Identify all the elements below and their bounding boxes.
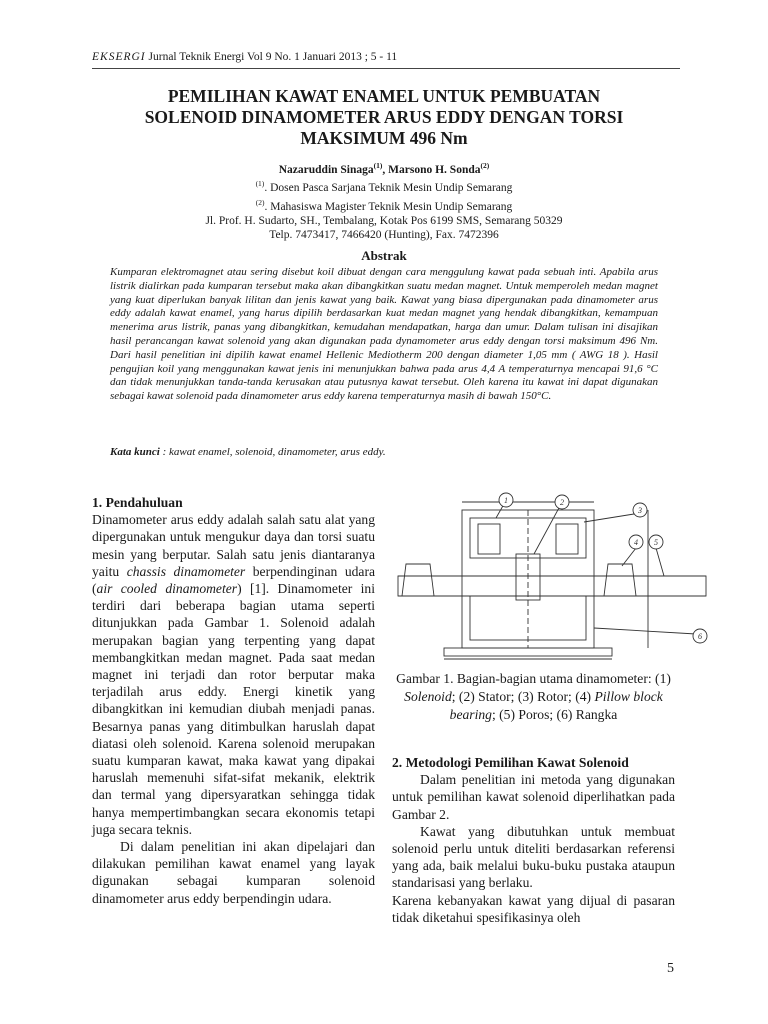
- author-names: [100, 159, 668, 177]
- affiliation-1-sup: (1): [255, 179, 265, 189]
- title-line-1: PEMILIHAN KAWAT ENAMEL UNTUK PEMBUATAN: [167, 86, 601, 106]
- callout-1: 1: [504, 496, 508, 505]
- section-2-paragraph-1: Dalam penelitian ini metoda yang digunakan untuk pemilihan kawat solenoid diperlihatkan pada Gambar 2.: [392, 772, 675, 822]
- section-1-paragraph-2: Di dalam penelitian ini akan dipelajari dan dilakukan pemilihan kawat enamel yang layak digunakan sebagai kumparan solenoid dinamometer arus eddy berpendingin udara.: [92, 839, 375, 906]
- author-2: Marsono H. Sonda: [388, 163, 481, 176]
- bearing-left: [402, 564, 434, 596]
- callout-4: 4: [634, 538, 638, 547]
- author-block: [100, 159, 668, 243]
- author-1-sup: (1): [373, 161, 383, 170]
- abstract-heading: Abstrak: [361, 248, 407, 263]
- s1p1-text-b: berpendinginan udara (: [92, 563, 376, 597]
- shaft-body: [398, 576, 706, 596]
- section-2-paragraph-3: Karena kebanyakan kawat yang dijual di pasaran tidak diketahui spesifikasinya oleh: [392, 892, 675, 925]
- section-1-paragraph-1: [92, 511, 375, 838]
- s1p1-text-c: ) [1]. Dinamometer ini terdiri dari beberapa bagian utama seperti ditunjukkan pada Gambar 1. Solenoid adalah merupakan bagian yang terpenting yang dapat membangkitkan medan magnet. Pada saat medan magnet ini terjadi dan rotor berputar maka terjadilah arus eddy. Energi kinetik yang dibangkitkan ini kemudian diubah menjadi panas. Besarnya panas yang ditimbulkan haruslah dapat diatasi oleh solenoid. Karena solenoid merupakan suatu kumparan kawat, maka kawat yang dipakai haruslah memenuhi sifat-sifat mekanik, elektrik dan termal yang dipersyaratkan sehingga tidak hanya mempertimbangkan secara ekonomis tetapi juga secara teknis.: [92, 581, 375, 837]
- leader-5: [656, 548, 664, 576]
- author-2-sup: (2): [480, 161, 490, 170]
- leader-3: [584, 514, 634, 522]
- callout-3: 3: [638, 506, 642, 515]
- leader-6: [594, 628, 696, 634]
- paper-title: [100, 86, 668, 149]
- left-column: [92, 494, 375, 907]
- section-2-heading: 2. Metodologi Pemilihan Kawat Solenoid: [392, 755, 629, 770]
- s1p1-text-a: Dinamometer arus eddy adalah salah satu alat yang dipergunakan untuk mengukur daya dan torsi suatu mesin yang berputar. Salah satu jenis diantaranya yaitu: [92, 512, 375, 579]
- figure-1-caption: [392, 670, 675, 724]
- caption-text-b: ; (2) Stator; (3) Rotor; (4): [451, 689, 595, 704]
- keywords-label: Kata kunci: [110, 446, 160, 458]
- leader-4: [622, 548, 636, 566]
- page-number: 5: [667, 961, 674, 976]
- journal-info: Jurnal Teknik Energi Vol 9 No. 1 Januari 2013 ; 5 - 11: [148, 51, 398, 63]
- base-plate: [444, 648, 612, 656]
- caption-text-c: ; (5) Poros; (6) Rangka: [491, 707, 618, 722]
- journal-brand: EKSERGI: [92, 51, 146, 63]
- s1p1-italic-2: air cooled dinamometer: [96, 581, 238, 597]
- callout-2: 2: [560, 498, 564, 507]
- caption-text-a: Gambar 1. Bagian-bagian utama dinamometer: (1): [396, 671, 671, 686]
- coil-winding-right: [556, 524, 578, 554]
- affiliation-2-sup: (2): [255, 197, 265, 207]
- caption-italic-2: Pillow block bearing: [449, 689, 663, 722]
- section-2-paragraph-2: Kawat yang dibutuhkan untuk membuat solenoid perlu untuk diteliti berdasarkan referensi yang ada, baik melalui buku-buku pustaka ataupun standarisasi yang berlaku.: [392, 823, 675, 891]
- abstract-text: Kumparan elektromagnet atau sering disebut koil dibuat dengan cara menggulung kawat pada sebuah inti. Apabila arus listrik dialirkan pada kumparan tersebut maka akan dibangkitkan suatu medan magnet. Untuk memperoleh medan magnet yang kuat diperlukan banyak lilitan dan jenis kawat yang baik. Kawat yang biasa dipergunakan pada dinamometer arus eddy adalah kawat enamel, yang harus dipilih berdasarkan kuat medan magnet yang hendak dibangkitkan, kemampuan menerima arus listrik, panas yang dibangkitkan, kemudahan mendapatkan, harga dan umur. Dalam tulisan ini disajikan hasil perancangan kawat solenoid yang akan digunakan pada dynamometer arus eddy dengan torsi maksimum 496 Nm. Dari hasil penelitian ini dipilih kawat enamel Hellenic Mediotherm 200 dengan diameter 1,05 mm ( AWG 18 ). Hasil pengujian koil yang menggunakan kawat jenis ini menunjukkan bahwa pada arus 4,4 A temperaturnya mencapai 91,6 °C dan tidak menunjukkan tanda-tanda kerusakan atau putusnya kawat tersebut. Oleh karena itu kawat ini dapat digunakan sebagai kawat solenoid pada dinamometer arus eddy karena temperaturnya masih di bawah 150°C.: [110, 266, 658, 403]
- phone: Telp. 7473417, 7466420 (Hunting), Fax. 7472396: [269, 229, 499, 242]
- coil-winding-left: [478, 524, 500, 554]
- title-line-3: MAKSIMUM 496 Nm: [300, 128, 468, 148]
- affiliation-1: [100, 177, 668, 195]
- title-line-2: SOLENOID DINAMOMETER ARUS EDDY DENGAN TORSI: [144, 107, 624, 127]
- affiliation-2-text: . Mahasiswa Magister Teknik Mesin Undip Semarang: [264, 200, 513, 213]
- affiliation-1-text: . Dosen Pasca Sarjana Teknik Mesin Undip Semarang: [264, 182, 513, 195]
- callout-5: 5: [654, 538, 658, 547]
- author-1: Nazaruddin Sinaga: [278, 163, 374, 176]
- journal-header: [92, 51, 397, 63]
- keywords-text: : kawat enamel, solenoid, dinamometer, arus eddy.: [159, 446, 386, 458]
- section-1-heading: 1. Pendahuluan: [92, 495, 183, 510]
- s1p1-italic-1: chassis dinamometer: [126, 563, 246, 579]
- header-rule: [92, 68, 680, 69]
- address: Jl. Prof. H. Sudarto, SH., Tembalang, Kotak Pos 6199 SMS, Semarang 50329: [205, 214, 563, 227]
- bearing-right: [604, 564, 636, 596]
- callout-6: 6: [698, 632, 702, 641]
- affiliation-2: [100, 196, 668, 214]
- right-column: [392, 754, 675, 926]
- keywords: [110, 446, 670, 458]
- author-separator: ,: [382, 163, 389, 176]
- figure-1-drawing: [384, 488, 714, 660]
- caption-italic-1: Solenoid: [404, 689, 452, 704]
